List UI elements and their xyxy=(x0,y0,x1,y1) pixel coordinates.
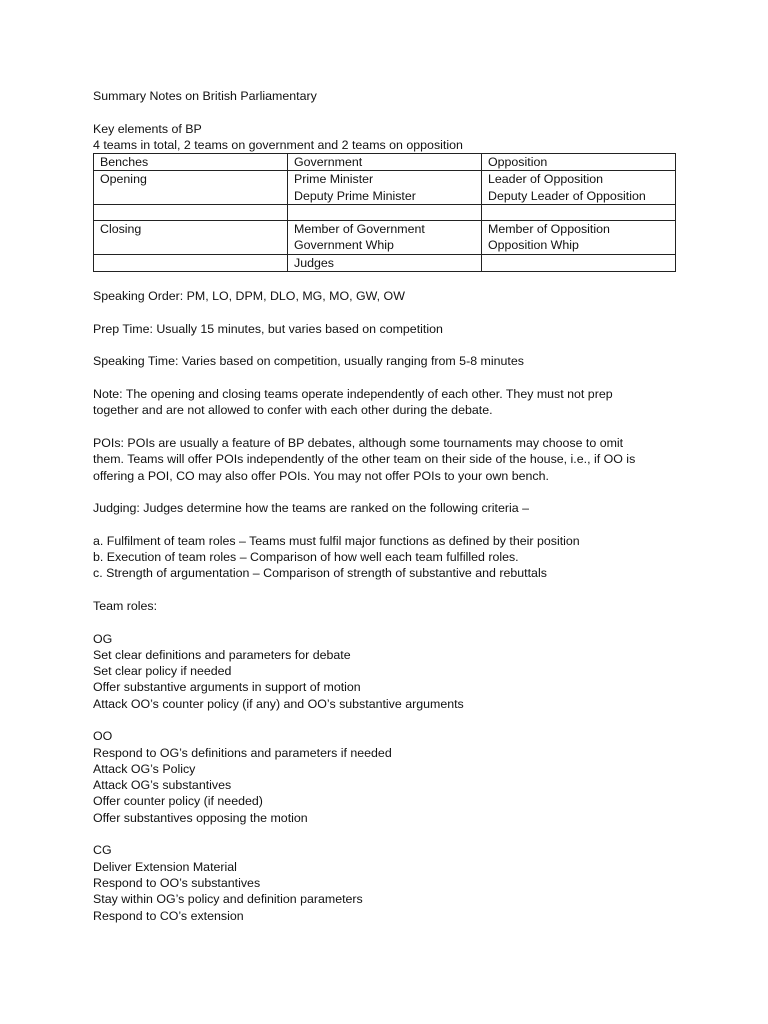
list-item: Respond to OO’s substantives xyxy=(93,875,261,890)
list-item: Attack OG’s Policy xyxy=(93,761,196,776)
list-item: Respond to OG’s definitions and parameters if needed xyxy=(93,745,392,760)
role-member-of-opposition: Member of Opposition xyxy=(488,222,610,237)
key-elements-heading: Key elements of BP xyxy=(93,121,202,136)
list-item: Attack OG’s substantives xyxy=(93,778,232,793)
closing-label: Closing xyxy=(94,221,288,255)
list-item: Deliver Extension Material xyxy=(93,859,237,874)
role-member-of-government: Member of Government xyxy=(294,222,425,237)
list-item: Attack OO’s counter policy (if any) and OO’s substantive arguments xyxy=(93,696,464,711)
header-government: Government xyxy=(288,154,482,171)
og-section xyxy=(93,631,683,712)
table-row-opening xyxy=(94,171,676,205)
table-header-row xyxy=(94,154,676,171)
list-item: Set clear definitions and parameters for debate xyxy=(93,647,351,662)
role-leader-of-opposition: Leader of Opposition xyxy=(488,172,604,187)
opening-opposition xyxy=(482,171,676,205)
criterion-item: c. Strength of argumentation – Comparison of strength of substantive and rebuttals xyxy=(93,566,547,581)
role-deputy-leader-of-opposition: Deputy Leader of Opposition xyxy=(488,188,646,203)
table-row-spacer xyxy=(94,205,676,221)
oo-heading: OO xyxy=(93,729,113,744)
cg-section xyxy=(93,842,683,923)
speaking-time: Speaking Time: Varies based on competition, usually ranging from 5-8 minutes xyxy=(93,354,524,369)
list-item: Respond to CO’s extension xyxy=(93,908,244,923)
key-elements-intro: 4 teams in total, 2 teams on government and 2 teams on opposition xyxy=(93,137,463,152)
header-benches: Benches xyxy=(94,154,288,171)
table-row-closing xyxy=(94,221,676,255)
list-item: Offer substantive arguments in support of motion xyxy=(93,680,361,695)
role-deputy-prime-minister: Deputy Prime Minister xyxy=(294,188,416,203)
speaking-order: Speaking Order: PM, LO, DPM, DLO, MG, MO, GW, OW xyxy=(93,289,405,304)
closing-government xyxy=(288,221,482,255)
og-heading: OG xyxy=(93,631,113,646)
opening-government xyxy=(288,171,482,205)
pois-paragraph: POIs: POIs are usually a feature of BP debates, although some tournaments may choose to omit them. Teams will offer POIs independently of the other team on their side of the house, i.e., if OO is offering a POI, CO may also offer POIs. You may not offer POIs to your own bench. xyxy=(93,435,636,483)
judging-paragraph: Judging: Judges determine how the teams are ranked on the following criteria – xyxy=(93,501,529,516)
document-title: Summary Notes on British Parliamentary xyxy=(93,89,317,103)
role-opposition-whip: Opposition Whip xyxy=(488,238,579,253)
list-item: Offer substantives opposing the motion xyxy=(93,810,308,825)
judges-cell: Judges xyxy=(288,254,482,271)
opening-label: Opening xyxy=(94,171,288,205)
prep-time: Prep Time: Usually 15 minutes, but varies based on competition xyxy=(93,321,443,336)
role-government-whip: Government Whip xyxy=(294,238,394,253)
role-prime-minister: Prime Minister xyxy=(294,172,374,187)
bench-table xyxy=(93,153,676,272)
cg-heading: CG xyxy=(93,843,112,858)
document-page xyxy=(93,88,683,924)
list-item: Offer counter policy (if needed) xyxy=(93,794,263,809)
criteria-list xyxy=(93,533,683,582)
list-item: Stay within OG’s policy and definition parameters xyxy=(93,892,363,907)
header-opposition: Opposition xyxy=(482,154,676,171)
criterion-item: b. Execution of team roles – Comparison of how well each team fulfilled roles. xyxy=(93,550,519,565)
table-row-judges xyxy=(94,254,676,271)
oo-section xyxy=(93,728,683,826)
criterion-item: a. Fulfilment of team roles – Teams must fulfil major functions as defined by their position xyxy=(93,533,580,548)
list-item: Set clear policy if needed xyxy=(93,664,232,679)
note-paragraph: Note: The opening and closing teams operate independently of each other. They must not prep together and are not allowed to confer with each other during the debate. xyxy=(93,387,613,418)
closing-opposition xyxy=(482,221,676,255)
team-roles-heading: Team roles: xyxy=(93,598,158,613)
